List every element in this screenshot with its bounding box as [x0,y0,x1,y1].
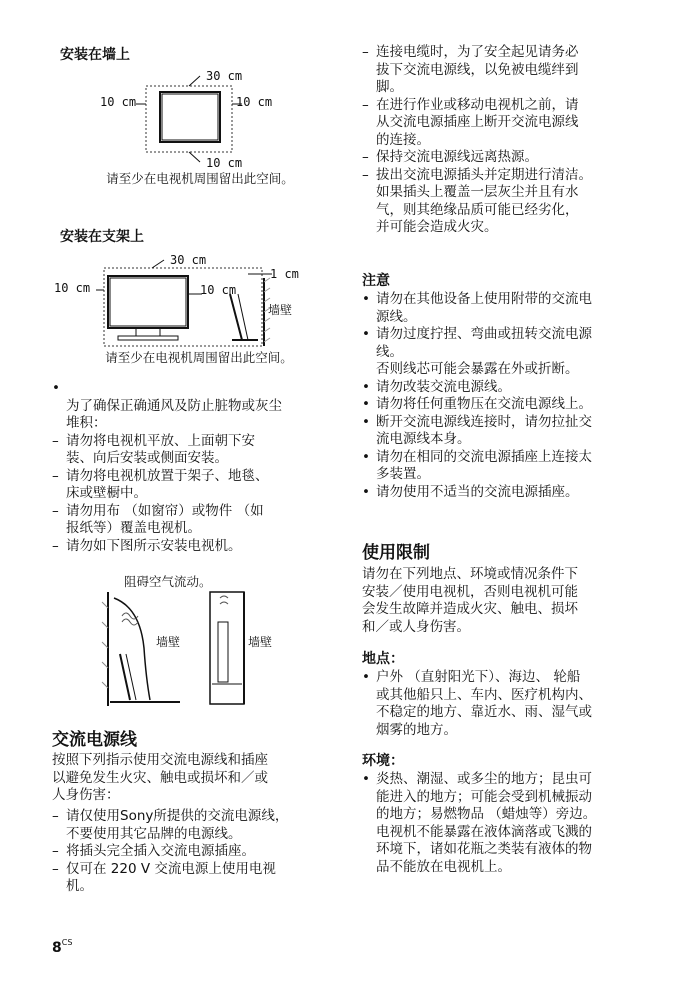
list-item: • 炎热、潮湿、或多尘的地方；昆虫可 能进入的地方；可能会受到机械振动 的地方；易燃物品 （蜡烛等）旁边。 电视机不能暴露在液体滴落或飞溅的 环境下，诸如花瓶之类装有液体的物 品不能放在电视机上。 [362,771,597,875]
ac-list-right [362,44,654,237]
list-item: – 连接电缆时，为了安全起见请务必 拔下交流电源线，以免被电缆绊到 脚。 [362,44,579,95]
ac-intro: 按照下列指示使用交流电源线和插座 以避免发生火灾、触电或损坏和／或 人身伤害： [52,752,268,803]
list-item: – 请勿将电视机平放、上面朝下安 装、向后安装或侧面安装。 [52,432,255,466]
ventilation-section [52,380,342,555]
list-item: • 断开交流电源线连接时，请勿拉扯交 流电源线本身。 [362,413,592,447]
stand-clearance-figure [52,254,312,348]
list-item: – 保持交流电源线远离热源。 [362,149,538,165]
list-item: – 请仅使用Sony所提供的交流电源线， 不要使用其它品牌的电源线。 [52,808,289,842]
wall-left-label: 10 cm [100,95,137,109]
stand-top-label: 30 cm [170,254,207,267]
stand-left-label: 10 cm [54,281,91,295]
page-number: $8^{CS}$ [52,938,73,956]
list-item: • 户外 （直射阳光下）、海边、 轮船 或其他船只上、车内、医疗机构内、 不稳定的地方、靠近水、雨、湿气或 烟雾的地方。 [362,669,592,738]
wall-label-1: 墙壁 [156,635,181,649]
improper-install-figure [100,588,300,710]
stand-side-label: 1 cm [270,267,299,281]
list-item: – 仅可在 220 V 交流电源上使用电视 机。 [52,860,276,894]
list-item: – 请勿如下图所示安装电视机。 [52,537,242,554]
stand-figure-caption: 请至少在电视机周围留出此空间。 [105,350,293,365]
wall-label-2: 墙壁 [248,635,273,649]
list-item: • 请勿改装交流电源线。 [362,378,511,395]
ac-list-left [52,808,342,896]
list-item: • 请勿在相同的交流电源插座上连接太 多装置。 [362,448,592,482]
stand-wall-label: 墙壁 [268,303,293,317]
list-item: – 拔出交流电源插头并定期进行清洁。 如果插头上覆盖一层灰尘并且有水 气，则其绝缘品质可能已经劣化， 并可能会造成火灾。 [362,166,592,235]
environment-list [362,771,654,876]
usage-restriction-title: 使用限制 [362,543,430,563]
wall-bottom-label: 10 cm [206,156,243,170]
notes-title: 注意 [362,273,390,289]
wall-install-title: 安装在墙上 [60,47,130,63]
wall-right-label: 10 cm [236,95,273,109]
notes-list [362,291,654,501]
wall-top-label: 30 cm [206,70,243,83]
list-item: – 将插头完全插入交流电源插座。 [52,843,255,859]
list-item: • 请勿使用不适当的交流电源插座。 [362,483,579,500]
places-list [362,669,654,739]
wall-figure-caption: 请至少在电视机周围留出此空间。 [106,171,294,186]
environment-title: 环境： [362,753,404,769]
stand-install-title: 安装在支架上 [60,229,144,245]
list-item: • 请勿在其他设备上使用附带的交流电 源线。 [362,291,592,325]
list-item: – 在进行作业或移动电视机之前，请 从交流电源插座上断开交流电源线 的连接。 [362,96,579,148]
airflow-label: 阻碍空气流动。 [124,574,212,589]
list-item: • 请勿过度拧捏、弯曲或扭转交流电源 线。 否则线芯可能会暴露在外或折断。 [362,326,592,377]
list-item: • 请勿将任何重物压在交流电源线上。 [362,396,592,412]
list-item: – 请勿将电视机放置于架子、地毯、 床或壁橱中。 [52,467,269,501]
list-item: – 请勿用布 （如窗帘）或物件 （如 报纸等）覆盖电视机。 [52,502,264,536]
ac-power-title: 交流电源线 [52,730,137,750]
usage-restriction-intro: 请勿在下列地点、环境或情况条件下 安装／使用电视机，否则电视机可能 会发生故障并造成火灾、触电、损坏 和／或人身伤害。 [362,566,578,635]
places-title: 地点： [362,651,404,667]
ventilation-bullet: • 为了确保正确通风及防止脏物或灰尘 堆积： [52,380,282,431]
wall-clearance-figure [100,70,300,170]
stand-right-label: 10 cm [200,283,237,297]
